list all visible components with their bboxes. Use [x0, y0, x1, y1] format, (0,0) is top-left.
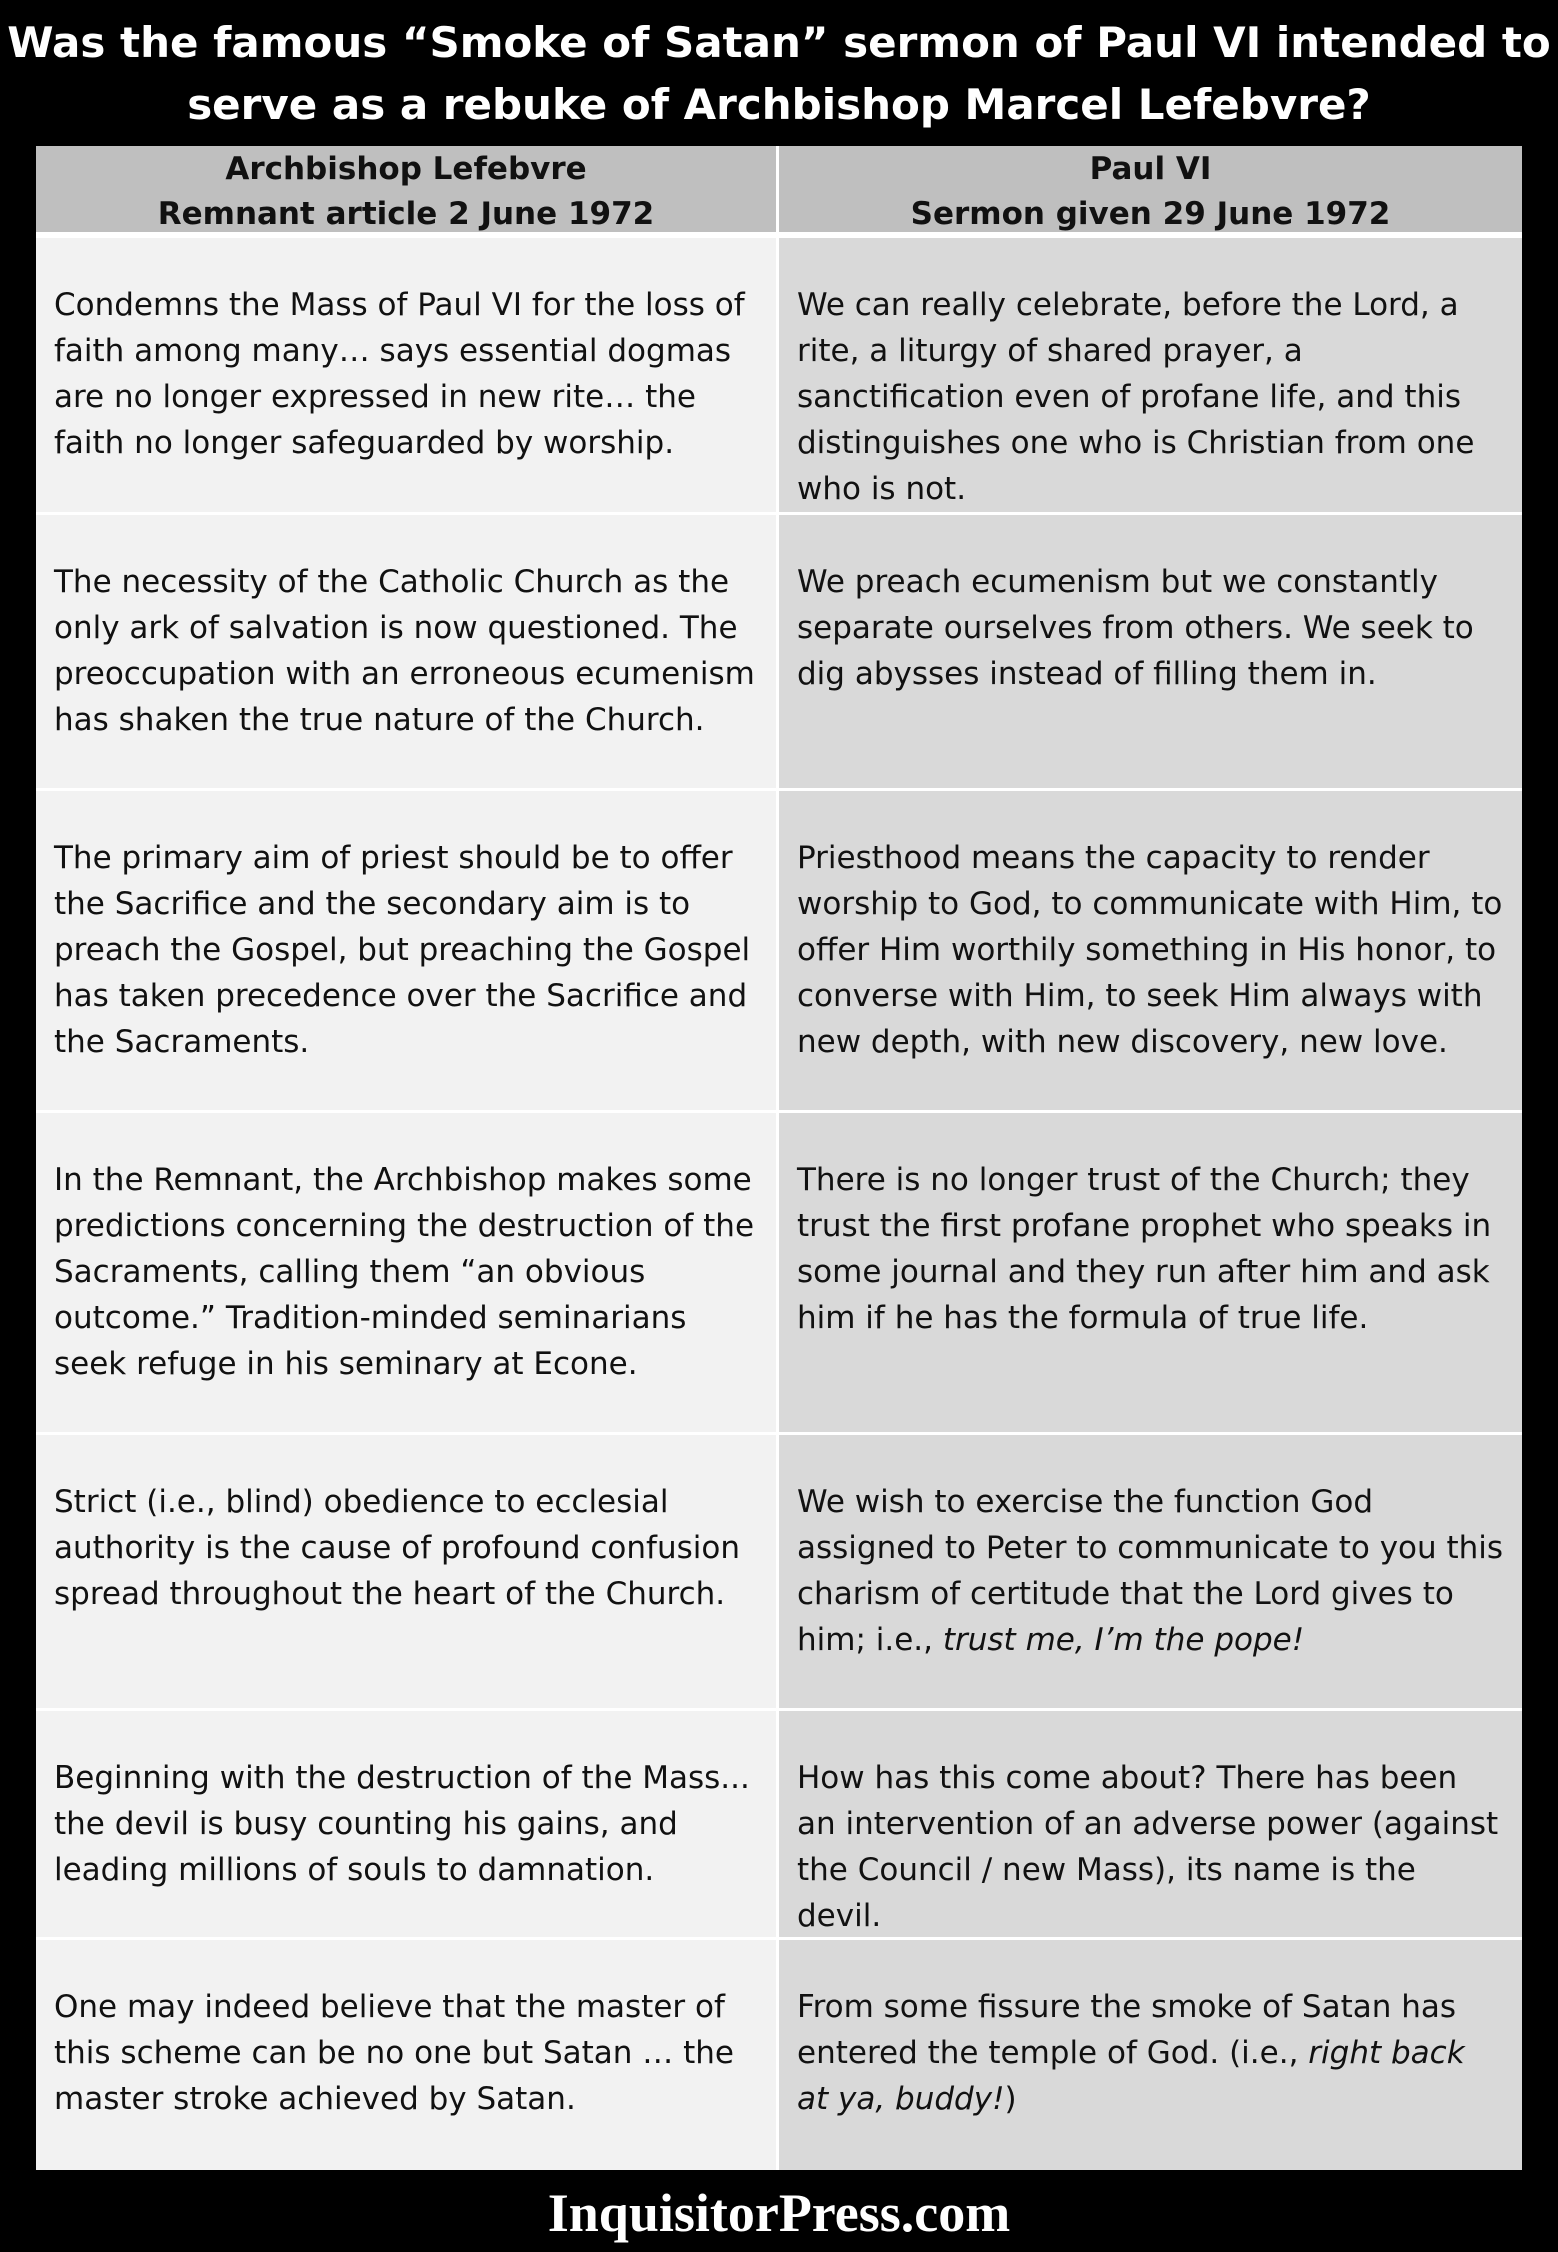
cell-text: From some fissure the smoke of Satan has entered the temple of God. (i.e., — [797, 1989, 1457, 2071]
table-cell-paul-vi: There is no longer trust of the Church; they trust the first profane prophet who speaks in some journal and they run after him and ask him if he has the formula of true life. — [779, 1113, 1522, 1435]
table-cell-lefebvre: In the Remnant, the Archbishop makes some predictions concerning the destruction of the Sacraments, calling them “an obvious outcome.” Tradition-minded seminarians seek refuge in his seminary at Econe. — [36, 1113, 779, 1435]
table-cell-paul-vi: We can really celebrate, before the Lord, a rite, a liturgy of shared prayer, a sanctification even of profane life, and this distinguishes one who is Christian from one who is not. — [779, 238, 1522, 515]
cell-text: We wish to exercise the function God assigned to Peter to communicate to you this charism of certitude that the Lord gives to him; i.e., — [797, 1484, 1504, 1658]
table-cell-lefebvre: The primary aim of priest should be to offer the Sacrifice and the secondary aim is to preach the Gospel, but preaching the Gospel has taken precedence over the Sacrifice and the Sacraments. — [36, 791, 779, 1113]
column-header-lefebvre — [36, 146, 779, 238]
table-cell-lefebvre: The necessity of the Catholic Church as the only ark of salvation is now questioned. The preoccupation with an erroneous ecumenism has shaken the true nature of the Church. — [36, 515, 779, 791]
table-cell-lefebvre: Condemns the Mass of Paul VI for the loss of faith among many… says essential dogmas are no longer expressed in new rite… the faith no longer safeguarded by worship. — [36, 238, 779, 515]
page-title — [0, 12, 1558, 136]
table-cell-lefebvre: Beginning with the destruction of the Mass... the devil is busy counting his gains, and leading millions of souls to damnation. — [36, 1711, 779, 1940]
table-cell-lefebvre: Strict (i.e., blind) obedience to ecclesial authority is the cause of profound confusion spread throughout the heart of the Church. — [36, 1435, 779, 1711]
cell-italic-text: trust me, I’m the pope! — [942, 1622, 1305, 1658]
comparison-table — [36, 146, 1522, 2170]
column-header-paul-vi-source: Sermon given 29 June 1972 — [910, 196, 1391, 232]
table-cell-paul-vi — [779, 1435, 1522, 1711]
table-cell-paul-vi: Priesthood means the capacity to render worship to God, to communicate with Him, to offer Him worthily something in His honor, to converse with Him, to seek Him always with new depth, with new discovery, new love. — [779, 791, 1522, 1113]
column-header-paul-vi — [779, 146, 1522, 238]
site-footer: InquisitorPress.com — [547, 2183, 1011, 2243]
cell-italic-text: right back at ya, buddy! — [797, 2035, 1465, 2117]
column-header-lefebvre-name: Archbishop Lefebvre — [225, 151, 587, 187]
column-header-lefebvre-source: Remnant article 2 June 1972 — [157, 196, 655, 232]
cell-text-tail: ) — [1004, 2081, 1017, 2117]
table-cell-paul-vi — [779, 1940, 1522, 2170]
table-cell-lefebvre: One may indeed believe that the master of this scheme can be no one but Satan … the master stroke achieved by Satan. — [36, 1940, 779, 2170]
column-header-paul-vi-name: Paul VI — [1089, 151, 1212, 187]
table-cell-paul-vi: We preach ecumenism but we constantly separate ourselves from others. We seek to dig abysses instead of filling them in. — [779, 515, 1522, 791]
title-line-1: Was the famous “Smoke of Satan” sermon of Paul VI intended to — [7, 18, 1551, 67]
table-cell-paul-vi: How has this come about? There has been an intervention of an adverse power (against the Council / new Mass), its name is the devil. — [779, 1711, 1522, 1940]
title-line-2: serve as a rebuke of Archbishop Marcel Lefebvre? — [187, 80, 1371, 129]
